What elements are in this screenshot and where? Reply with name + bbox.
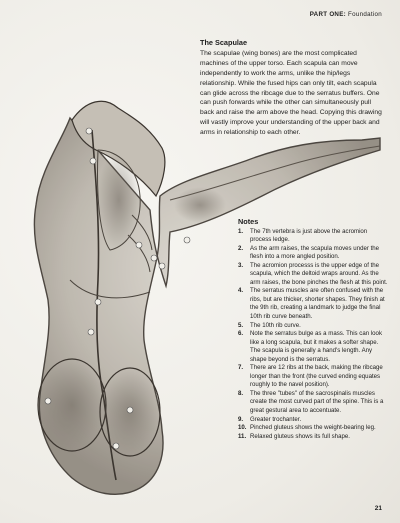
list-item bbox=[238, 330, 388, 364]
note-number: 9. bbox=[238, 415, 244, 423]
list-item bbox=[238, 364, 388, 390]
note-text: As the arm raises, the scapula moves under the flesh into a more angled position. bbox=[250, 244, 380, 261]
note-number: 8. bbox=[238, 389, 244, 397]
list-item bbox=[238, 287, 388, 321]
page-number: 21 bbox=[374, 505, 382, 512]
note-text: The serratus muscles are often confused with the ribs, but are thicker, shorter shapes. They finish at the 9th rib, creating a landmark to judge the final 10th rib curve beneath. bbox=[250, 287, 385, 321]
note-text: Pinched gluteus shows the weight-bearing leg. bbox=[250, 424, 376, 432]
note-number: 10. bbox=[238, 424, 247, 432]
list-item bbox=[238, 245, 388, 262]
note-text: The three "tubes" of the sacrospinalis muscles create the most curved part of the spine. This is a great gestural area to accentuate. bbox=[250, 389, 384, 415]
section-title: The Scapulae bbox=[200, 38, 248, 47]
list-item bbox=[238, 416, 388, 425]
note-text: The acromion processs is the upper edge of the scapula, which the deltoid wraps around. As the arm raises, the bone pinches the flesh at this point. bbox=[250, 261, 388, 286]
note-text: Note the serratus bulge as a mass. This can look like a long scapula, but it makes a softer shape. The scapula is generally a hand's length. Any shape beyond is the serratus. bbox=[250, 330, 382, 363]
list-item bbox=[238, 433, 388, 442]
note-number: 5. bbox=[238, 321, 244, 329]
note-number: 11. bbox=[238, 432, 247, 440]
notes-list bbox=[238, 228, 388, 442]
note-number: 7. bbox=[238, 364, 244, 372]
note-text: Relaxed gluteus shows its full shape. bbox=[250, 432, 350, 440]
notes-section bbox=[238, 218, 388, 441]
list-item bbox=[238, 322, 388, 331]
note-text: Greater trochanter. bbox=[250, 415, 302, 423]
note-text: There are 12 ribs at the back, making the ribcage longer than the front (the curved ending equates roughly to the navel position). bbox=[250, 364, 383, 389]
note-number: 1. bbox=[238, 227, 244, 235]
header-part: PART ONE: bbox=[309, 11, 346, 18]
note-text: The 7th vertebra is just above the acromion process ledge. bbox=[250, 227, 368, 244]
note-number: 3. bbox=[238, 261, 244, 269]
intro-section bbox=[200, 38, 386, 138]
list-item bbox=[238, 390, 388, 416]
note-text: The 10th rib curve. bbox=[250, 321, 301, 329]
notes-title: Notes bbox=[238, 217, 259, 226]
list-item bbox=[238, 228, 388, 245]
header-section: Foundation bbox=[348, 11, 382, 18]
list-item bbox=[238, 262, 388, 288]
note-number: 6. bbox=[238, 330, 244, 338]
intro-paragraph: The scapulae (wing bones) are the most complicated machines of the upper torso. Each scapula can move independently to work the arms, unlike the hip/legs relationship. While the fused hips can only tilt, each scapula can glide across the ribcage due to the serratus buffers. One can push forwards while the other can simultaneously pull back and raise the arm above the head. Copying this drawing will vastly improve your understanding of the upper back and arms in relationship to each other. bbox=[200, 49, 382, 137]
note-number: 2. bbox=[238, 244, 244, 252]
note-number: 4. bbox=[238, 287, 244, 295]
list-item bbox=[238, 424, 388, 433]
